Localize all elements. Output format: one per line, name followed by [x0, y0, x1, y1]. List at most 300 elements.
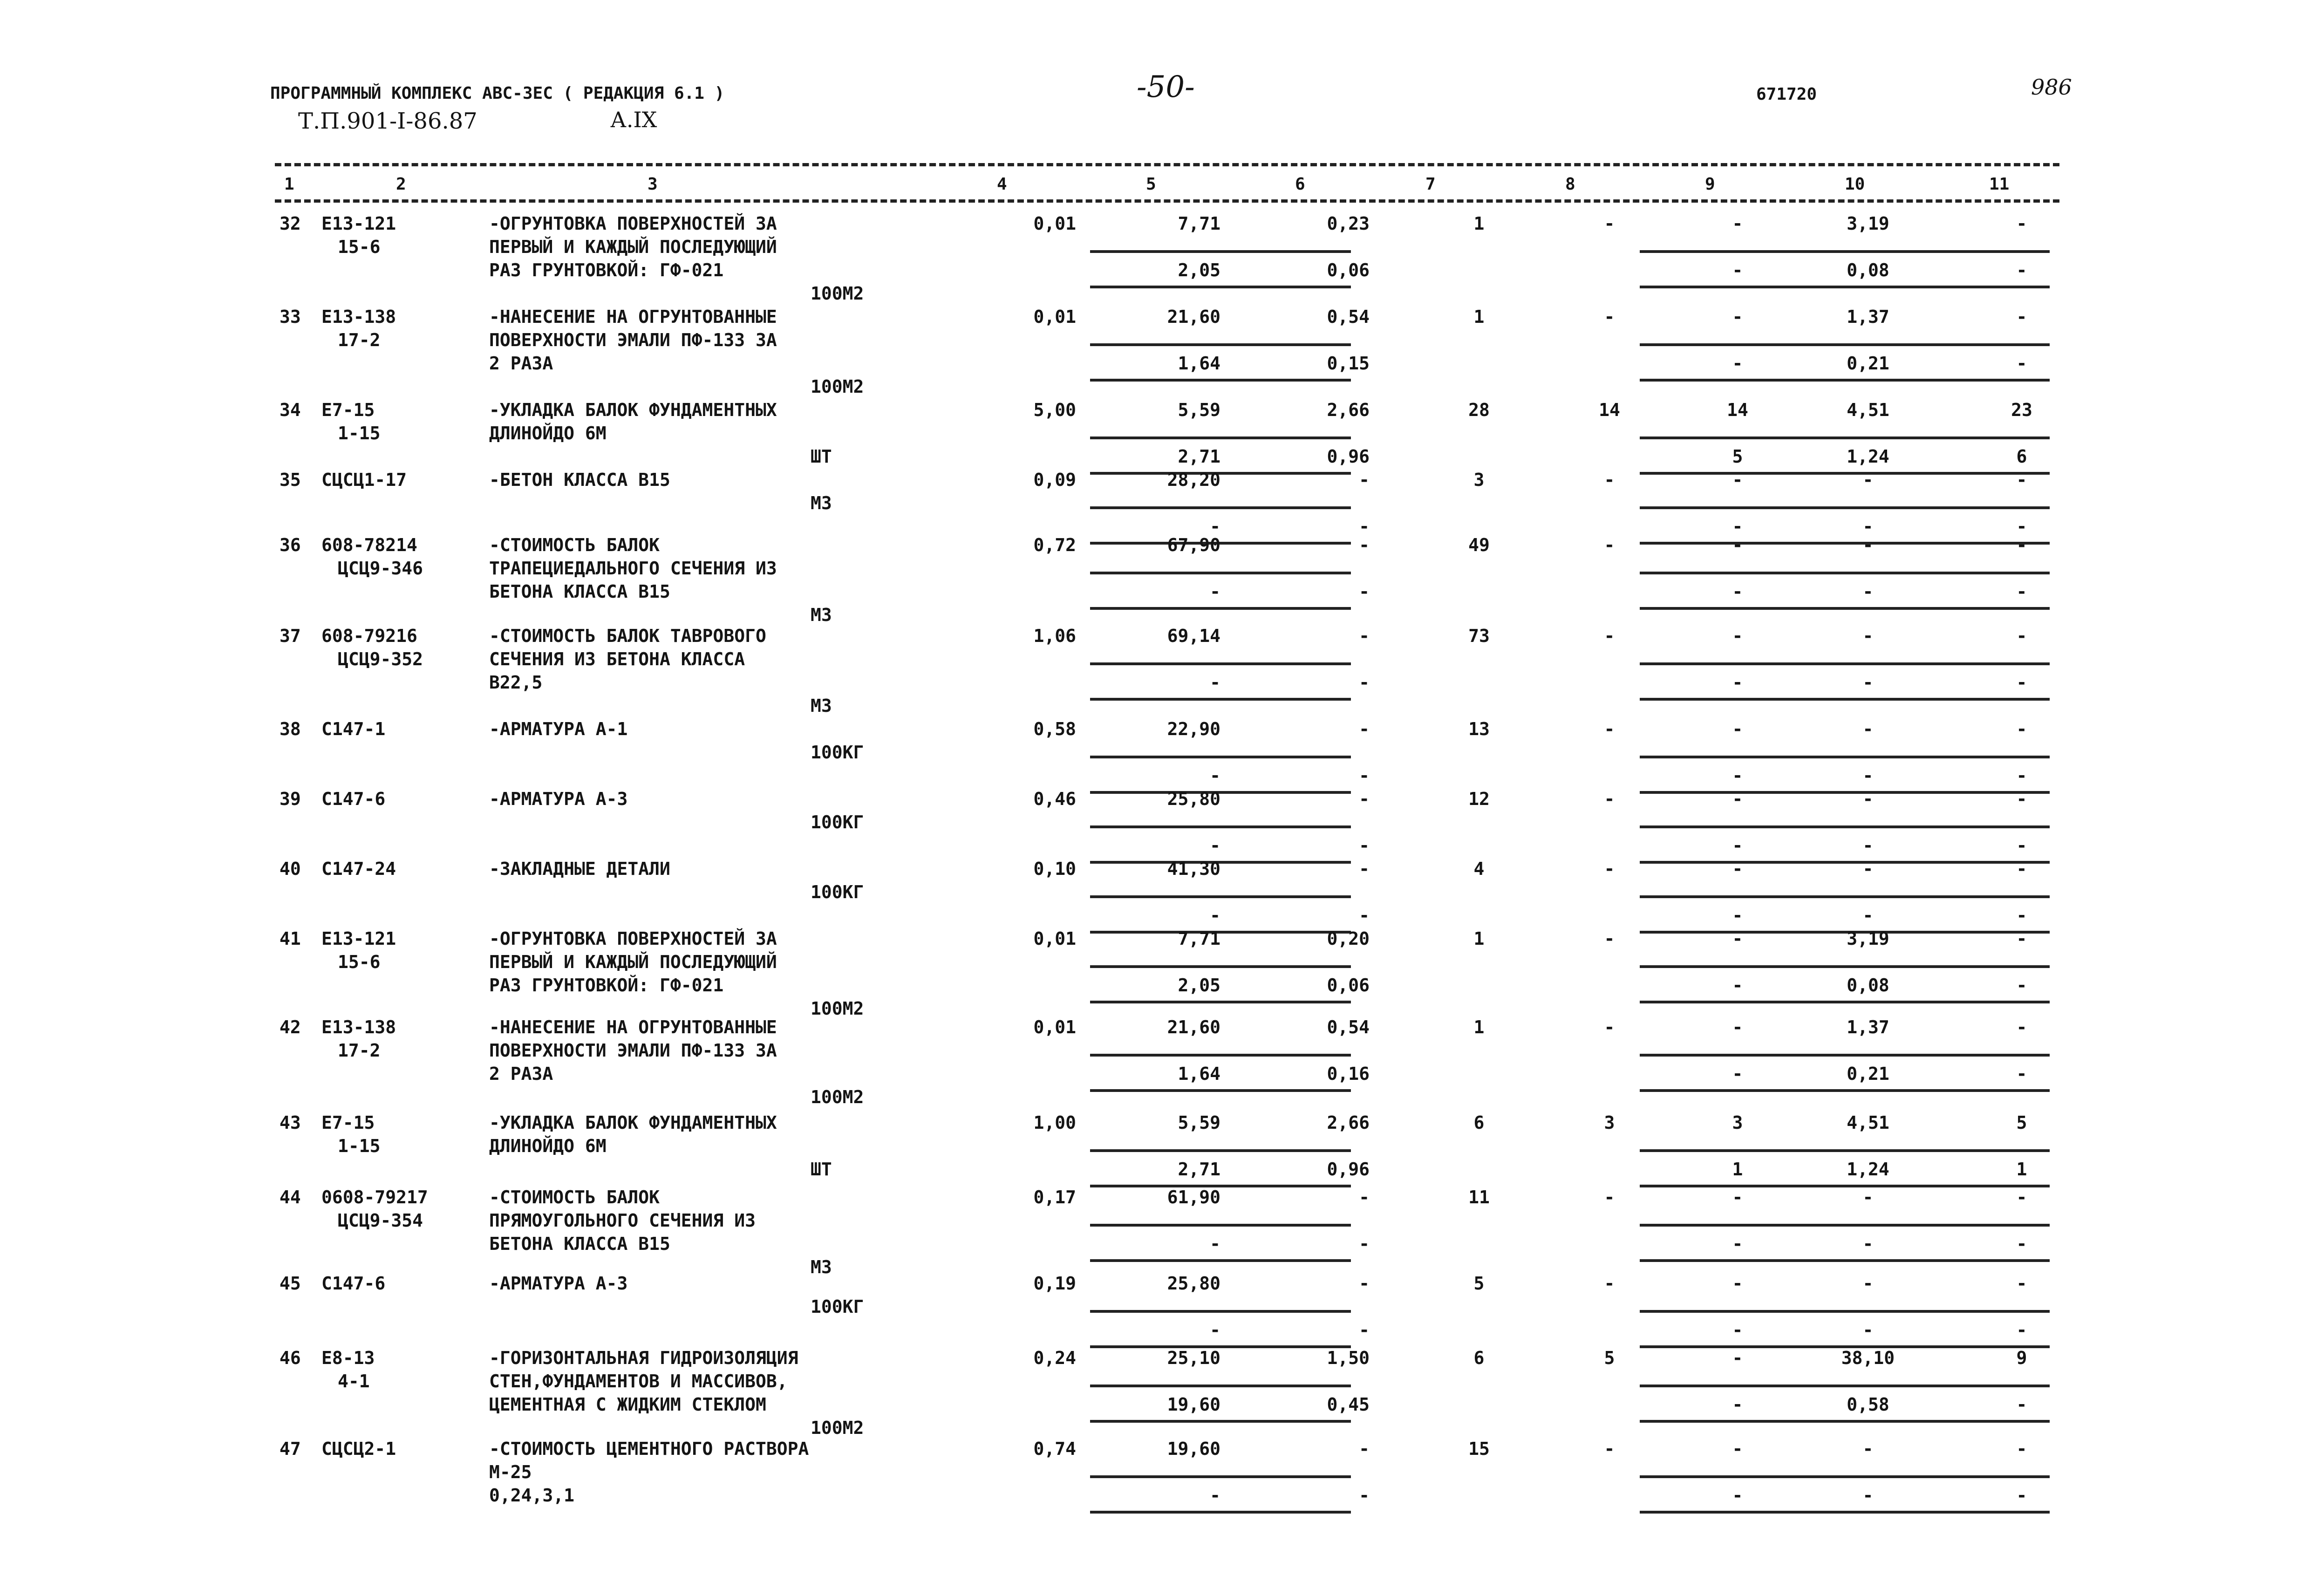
- column-7-value: 3: [1473, 470, 1485, 490]
- total-cost-wages: -: [1359, 905, 1370, 926]
- quantity-value: 0,01: [1033, 307, 1076, 327]
- unit-cost-value: 5,59: [1178, 400, 1220, 420]
- quantity-value: 0,24: [1033, 1348, 1076, 1368]
- unit-of-measure: М3: [811, 1257, 832, 1277]
- column-11-secondary: -: [2016, 260, 2027, 280]
- work-description: ЦЕМЕНТНАЯ С ЖИДКИМ СТЕКЛОМ: [489, 1394, 766, 1415]
- cell-divider-line: [1640, 379, 2050, 382]
- row-number: 46: [280, 1348, 301, 1368]
- column-8-value: -: [1604, 470, 1615, 490]
- column-11-value: -: [2016, 859, 2027, 879]
- work-description: ПРЯМОУГОЛЬНОГО СЕЧЕНИЯ ИЗ: [489, 1210, 756, 1231]
- column-10-value: 1,37: [1847, 1017, 1889, 1037]
- cell-divider-line: [1640, 698, 2050, 701]
- row-number: 33: [280, 307, 301, 327]
- cell-divider-line: [1090, 756, 1351, 758]
- cell-divider-line: [1640, 1475, 2050, 1478]
- unit-cost-wages: -: [1210, 905, 1220, 926]
- rate-code-secondary: 1-15: [338, 1136, 381, 1156]
- unit-cost-wages: 2,05: [1178, 975, 1220, 996]
- rate-code: Е8-13: [321, 1348, 375, 1368]
- column-9-value: -: [1732, 626, 1743, 646]
- unit-cost-wages: -: [1210, 765, 1220, 786]
- rate-code: 608-78214: [321, 535, 417, 555]
- column-header: 11: [1989, 175, 2010, 194]
- column-9-value: -: [1732, 928, 1743, 949]
- unit-cost-value: 25,80: [1167, 1273, 1220, 1294]
- column-9-secondary: -: [1732, 765, 1743, 786]
- total-cost-wages: 0,06: [1327, 260, 1370, 280]
- quantity-value: 0,58: [1033, 719, 1076, 739]
- work-description: -СТОИМОСТЬ БАЛОК ТАВРОВОГО: [489, 626, 766, 646]
- column-11-secondary: -: [2016, 516, 2027, 537]
- work-description: -ОГРУНТОВКА ПОВЕРХНОСТЕЙ ЗА: [489, 213, 777, 234]
- unit-cost-value: 25,10: [1167, 1348, 1220, 1368]
- column-11-secondary: -: [2016, 835, 2027, 856]
- column-10-value: 38,10: [1841, 1348, 1895, 1368]
- table-row: [0, 1016, 2311, 1109]
- unit-of-measure: 100М2: [811, 376, 864, 397]
- column-10-secondary: 0,21: [1847, 1064, 1889, 1084]
- work-description: СТЕН,ФУНДАМЕНТОВ И МАССИВОВ,: [489, 1371, 788, 1391]
- cell-divider-line: [1640, 1420, 2050, 1423]
- quantity-value: 0,01: [1033, 1017, 1076, 1037]
- column-10-secondary: -: [1862, 765, 1874, 786]
- cell-divider-line: [1090, 572, 1351, 574]
- cell-divider-line: [1090, 1511, 1351, 1514]
- column-9-secondary: -: [1732, 975, 1743, 996]
- total-cost-wages: -: [1359, 516, 1370, 537]
- work-description: 2 РАЗА: [489, 1064, 553, 1084]
- column-9-secondary: -: [1732, 1320, 1743, 1340]
- column-8-value: -: [1604, 307, 1615, 327]
- unit-cost-value: 67,90: [1167, 535, 1220, 555]
- total-cost-value: -: [1359, 789, 1370, 809]
- work-description: 0,24,3,1: [489, 1485, 575, 1506]
- rate-code: СЦСЦ2-1: [321, 1439, 396, 1459]
- column-10-value: 1,37: [1847, 307, 1889, 327]
- total-cost-value: 0,20: [1327, 928, 1370, 949]
- cell-divider-line: [1640, 756, 2050, 758]
- total-cost-wages: -: [1359, 1320, 1370, 1340]
- work-description: ПОВЕРХНОСТИ ЭМАЛИ ПФ-133 ЗА: [489, 1040, 777, 1061]
- cell-divider-line: [1090, 895, 1351, 898]
- column-9-secondary: -: [1732, 672, 1743, 693]
- cell-divider-line: [1640, 1259, 2050, 1262]
- work-description: ПОВЕРХНОСТИ ЭМАЛИ ПФ-133 ЗА: [489, 330, 777, 350]
- column-11-value: 5: [2016, 1112, 2027, 1133]
- quantity-value: 0,01: [1033, 213, 1076, 234]
- row-number: 38: [280, 719, 301, 739]
- column-8-value: -: [1604, 535, 1615, 555]
- column-11-value: -: [2016, 928, 2027, 949]
- column-9-value: -: [1732, 213, 1743, 234]
- total-cost-value: 2,66: [1327, 1112, 1370, 1133]
- column-11-value: -: [2016, 1017, 2027, 1037]
- column-11-value: -: [2016, 470, 2027, 490]
- cell-divider-line: [1090, 1475, 1351, 1478]
- rate-code: 608-79216: [321, 626, 417, 646]
- row-number: 34: [280, 400, 301, 420]
- column-11-secondary: -: [2016, 975, 2027, 996]
- work-description: -ГОРИЗОНТАЛЬНАЯ ГИДРОИЗОЛЯЦИЯ: [489, 1348, 798, 1368]
- column-11-value: 9: [2016, 1348, 2027, 1368]
- total-cost-wages: 0,15: [1327, 353, 1370, 374]
- quantity-value: 0,09: [1033, 470, 1076, 490]
- column-9-secondary: -: [1732, 581, 1743, 602]
- cell-divider-line: [1640, 1385, 2050, 1387]
- column-10-value: -: [1862, 719, 1874, 739]
- total-cost-value: 2,66: [1327, 400, 1370, 420]
- cell-divider-line: [1640, 572, 2050, 574]
- column-9-value: -: [1732, 535, 1743, 555]
- column-9-secondary: -: [1732, 1064, 1743, 1084]
- column-11-secondary: 6: [2016, 446, 2027, 467]
- column-11-value: -: [2016, 719, 2027, 739]
- work-description: -ЗАКЛАДНЫЕ ДЕТАЛИ: [489, 859, 670, 879]
- cell-divider-line: [1640, 1089, 2050, 1092]
- cell-divider-line: [1640, 1224, 2050, 1227]
- work-description: РАЗ ГРУНТОВКОЙ: ГФ-021: [489, 260, 724, 280]
- cell-divider-line: [1640, 825, 2050, 828]
- column-7-value: 1: [1473, 213, 1485, 234]
- quantity-value: 0,74: [1033, 1439, 1076, 1459]
- column-8-value: -: [1604, 928, 1615, 949]
- total-cost-value: -: [1359, 719, 1370, 739]
- unit-cost-value: 22,90: [1167, 719, 1220, 739]
- cell-divider-line: [1090, 1385, 1351, 1387]
- rate-code-secondary: ЦСЦ9-346: [338, 558, 423, 579]
- work-description: -АРМАТУРА А-3: [489, 789, 628, 809]
- column-9-secondary: -: [1732, 260, 1743, 280]
- unit-cost-value: 61,90: [1167, 1187, 1220, 1207]
- rate-code: Е13-121: [321, 928, 396, 949]
- column-11-value: -: [2016, 535, 2027, 555]
- document-code: 671720: [1756, 85, 1817, 104]
- column-9-value: -: [1732, 859, 1743, 879]
- column-9-value: 14: [1727, 400, 1748, 420]
- column-11-secondary: -: [2016, 581, 2027, 602]
- unit-of-measure: 100М2: [811, 283, 864, 304]
- row-number: 37: [280, 626, 301, 646]
- column-11-secondary: -: [2016, 1234, 2027, 1254]
- column-9-value: -: [1732, 1017, 1743, 1037]
- rate-code: С147-6: [321, 789, 386, 809]
- quantity-value: 0,10: [1033, 859, 1076, 879]
- total-cost-wages: 0,06: [1327, 975, 1370, 996]
- table-row: [0, 624, 2311, 717]
- unit-cost-value: 7,71: [1178, 928, 1220, 949]
- column-11-value: -: [2016, 1273, 2027, 1294]
- cell-divider-line: [1640, 286, 2050, 288]
- row-number: 42: [280, 1017, 301, 1037]
- cell-divider-line: [1090, 1224, 1351, 1227]
- column-10-value: -: [1862, 1439, 1874, 1459]
- work-description: ПЕРВЫЙ И КАЖДЫЙ ПОСЛЕДУЮЩИЙ: [489, 952, 777, 972]
- column-8-value: 14: [1599, 400, 1620, 420]
- table-row: [0, 1186, 2311, 1279]
- table-row: [0, 212, 2311, 305]
- unit-of-measure: ШТ: [811, 1159, 832, 1180]
- work-description: -СТОИМОСТЬ БАЛОК: [489, 535, 660, 555]
- column-9-secondary: -: [1732, 905, 1743, 926]
- work-description: -СТОИМОСТЬ БАЛОК: [489, 1187, 660, 1207]
- work-description: -НАНЕСЕНИЕ НА ОГРУНТОВАННЫЕ: [489, 1017, 777, 1037]
- column-10-secondary: -: [1862, 1320, 1874, 1340]
- rate-code: Е7-15: [321, 400, 375, 420]
- unit-cost-wages: 1,64: [1178, 353, 1220, 374]
- unit-cost-wages: -: [1210, 516, 1220, 537]
- column-10-value: 3,19: [1847, 928, 1889, 949]
- cell-divider-line: [1640, 895, 2050, 898]
- row-number: 47: [280, 1439, 301, 1459]
- rate-code: Е7-15: [321, 1112, 375, 1133]
- unit-cost-wages: 19,60: [1167, 1394, 1220, 1415]
- total-cost-value: -: [1359, 859, 1370, 879]
- unit-cost-value: 25,80: [1167, 789, 1220, 809]
- unit-cost-value: 21,60: [1167, 1017, 1220, 1037]
- column-10-secondary: 1,24: [1847, 446, 1889, 467]
- column-header: 10: [1845, 175, 1865, 194]
- column-7-value: 28: [1468, 400, 1490, 420]
- cell-divider-line: [1090, 698, 1351, 701]
- cell-divider-line: [1640, 1149, 2050, 1152]
- column-7-value: 4: [1473, 859, 1485, 879]
- rate-code: Е13-121: [321, 213, 396, 234]
- total-cost-wages: -: [1359, 1485, 1370, 1506]
- quantity-value: 0,19: [1033, 1273, 1076, 1294]
- column-8-value: 3: [1604, 1112, 1615, 1133]
- total-cost-wages: 0,16: [1327, 1064, 1370, 1084]
- column-10-secondary: -: [1862, 581, 1874, 602]
- column-11-secondary: -: [2016, 1064, 2027, 1084]
- column-10-value: 4,51: [1847, 1112, 1889, 1133]
- column-10-value: -: [1862, 470, 1874, 490]
- column-11-secondary: -: [2016, 672, 2027, 693]
- page-number: -50-: [1137, 70, 1195, 104]
- unit-of-measure: 100М2: [811, 1087, 864, 1107]
- column-header: 5: [1146, 175, 1156, 194]
- rate-code-secondary: 17-2: [338, 1040, 381, 1061]
- column-10-value: -: [1862, 535, 1874, 555]
- column-header: 1: [284, 175, 294, 194]
- column-11-value: -: [2016, 1439, 2027, 1459]
- unit-cost-value: 19,60: [1167, 1439, 1220, 1459]
- cell-divider-line: [1090, 437, 1351, 439]
- column-7-value: 12: [1468, 789, 1490, 809]
- total-cost-wages: -: [1359, 581, 1370, 602]
- cell-divider-line: [1640, 607, 2050, 610]
- unit-cost-wages: -: [1210, 672, 1220, 693]
- unit-cost-wages: 2,05: [1178, 260, 1220, 280]
- rate-code: С147-1: [321, 719, 386, 739]
- column-10-value: -: [1862, 859, 1874, 879]
- column-10-value: -: [1862, 1273, 1874, 1294]
- work-description: БЕТОНА КЛАССА В15: [489, 1234, 670, 1254]
- column-10-secondary: -: [1862, 1485, 1874, 1506]
- unit-cost-wages: -: [1210, 1485, 1220, 1506]
- column-9-secondary: -: [1732, 353, 1743, 374]
- cell-divider-line: [1090, 662, 1351, 665]
- total-cost-value: 1,50: [1327, 1348, 1370, 1368]
- column-header: 3: [648, 175, 658, 194]
- column-8-value: -: [1604, 1273, 1615, 1294]
- cell-divider-line: [1090, 607, 1351, 610]
- column-8-value: -: [1604, 1017, 1615, 1037]
- work-description: РАЗ ГРУНТОВКОЙ: ГФ-021: [489, 975, 724, 996]
- total-cost-value: -: [1359, 1187, 1370, 1207]
- quantity-value: 1,00: [1033, 1112, 1076, 1133]
- column-9-value: -: [1732, 789, 1743, 809]
- rate-code-secondary: 1-15: [338, 423, 381, 443]
- column-8-value: -: [1604, 1439, 1615, 1459]
- work-description: ДЛИНОЙДО 6М: [489, 1136, 607, 1156]
- cell-divider-line: [1090, 965, 1351, 968]
- total-cost-wages: -: [1359, 765, 1370, 786]
- column-8-value: -: [1604, 1187, 1615, 1207]
- cell-divider-line: [1090, 1310, 1351, 1313]
- table-row: [0, 305, 2311, 398]
- unit-of-measure: М3: [811, 605, 832, 625]
- unit-cost-wages: 1,64: [1178, 1064, 1220, 1084]
- table-row: [0, 533, 2311, 627]
- work-description: -НАНЕСЕНИЕ НА ОГРУНТОВАННЫЕ: [489, 307, 777, 327]
- column-9-secondary: 1: [1732, 1159, 1743, 1180]
- unit-cost-value: 28,20: [1167, 470, 1220, 490]
- cell-divider-line: [1640, 1310, 2050, 1313]
- column-header: 6: [1295, 175, 1305, 194]
- rate-code: С147-24: [321, 859, 396, 879]
- work-description: -ОГРУНТОВКА ПОВЕРХНОСТЕЙ ЗА: [489, 928, 777, 949]
- cell-divider-line: [1090, 1089, 1351, 1092]
- total-cost-wages: 0,96: [1327, 446, 1370, 467]
- column-9-secondary: -: [1732, 1485, 1743, 1506]
- cell-divider-line: [1090, 379, 1351, 382]
- column-10-secondary: 0,58: [1847, 1394, 1889, 1415]
- column-10-secondary: -: [1862, 905, 1874, 926]
- work-description: -СТОИМОСТЬ ЦЕМЕНТНОГО РАСТВОРА: [489, 1439, 809, 1459]
- cell-divider-line: [1640, 437, 2050, 439]
- column-10-value: -: [1862, 1187, 1874, 1207]
- total-cost-value: 0,54: [1327, 1017, 1370, 1037]
- cell-divider-line: [1640, 343, 2050, 346]
- rate-code-secondary: 17-2: [338, 330, 381, 350]
- row-number: 41: [280, 928, 301, 949]
- work-description: -БЕТОН КЛАССА В15: [489, 470, 670, 490]
- cell-divider-line: [1090, 825, 1351, 828]
- column-11-value: -: [2016, 1187, 2027, 1207]
- unit-of-measure: 100КГ: [811, 1296, 864, 1317]
- column-10-secondary: -: [1862, 672, 1874, 693]
- column-7-value: 13: [1468, 719, 1490, 739]
- column-9-secondary: -: [1732, 1234, 1743, 1254]
- column-10-secondary: 1,24: [1847, 1159, 1889, 1180]
- work-description: -УКЛАДКА БАЛОК ФУНДАМЕНТНЫХ: [489, 400, 777, 420]
- work-description: М-25: [489, 1462, 532, 1482]
- column-7-value: 1: [1473, 1017, 1485, 1037]
- unit-cost-wages: -: [1210, 581, 1220, 602]
- row-number: 35: [280, 470, 301, 490]
- column-9-value: -: [1732, 470, 1743, 490]
- cell-divider-line: [1090, 506, 1351, 509]
- rate-code-secondary: 15-6: [338, 952, 381, 972]
- work-description: -АРМАТУРА А-1: [489, 719, 628, 739]
- cell-divider-line: [1640, 1001, 2050, 1003]
- unit-cost-value: 5,59: [1178, 1112, 1220, 1133]
- unit-cost-wages: 2,71: [1178, 1159, 1220, 1180]
- total-cost-wages: -: [1359, 672, 1370, 693]
- quantity-value: 0,46: [1033, 789, 1076, 809]
- cell-divider-line: [1090, 250, 1351, 253]
- unit-cost-wages: -: [1210, 835, 1220, 856]
- unit-of-measure: ШТ: [811, 446, 832, 467]
- column-9-secondary: -: [1732, 835, 1743, 856]
- column-9-value: -: [1732, 1439, 1743, 1459]
- column-8-value: -: [1604, 859, 1615, 879]
- column-header: 7: [1425, 175, 1436, 194]
- column-10-secondary: -: [1862, 516, 1874, 537]
- column-7-value: 6: [1473, 1112, 1485, 1133]
- unit-cost-value: 7,71: [1178, 213, 1220, 234]
- column-7-value: 11: [1468, 1187, 1490, 1207]
- unit-cost-wages: -: [1210, 1320, 1220, 1340]
- project-number: Т.П.901-I-86.87: [298, 108, 477, 134]
- column-header: 2: [396, 175, 406, 194]
- total-cost-value: -: [1359, 1273, 1370, 1294]
- column-9-secondary: 5: [1732, 446, 1743, 467]
- column-11-value: -: [2016, 307, 2027, 327]
- cell-divider-line: [1090, 1420, 1351, 1423]
- row-number: 40: [280, 859, 301, 879]
- cell-divider-line: [1640, 1054, 2050, 1057]
- corner-mark: 986: [2031, 75, 2072, 100]
- total-cost-wages: 0,96: [1327, 1159, 1370, 1180]
- unit-of-measure: 100М2: [811, 1418, 864, 1438]
- total-cost-value: -: [1359, 1439, 1370, 1459]
- row-number: 39: [280, 789, 301, 809]
- quantity-value: 0,72: [1033, 535, 1076, 555]
- work-description: ПЕРВЫЙ И КАЖДЫЙ ПОСЛЕДУЮЩИЙ: [489, 237, 777, 257]
- column-header: 9: [1705, 175, 1715, 194]
- column-8-value: -: [1604, 789, 1615, 809]
- unit-of-measure: 100КГ: [811, 812, 864, 832]
- unit-of-measure: 100КГ: [811, 882, 864, 902]
- work-description: 2 РАЗА: [489, 353, 553, 374]
- work-description: ТРАПЕЦИЕДАЛЬНОГО СЕЧЕНИЯ ИЗ: [489, 558, 777, 579]
- unit-of-measure: М3: [811, 493, 832, 513]
- column-7-value: 6: [1473, 1348, 1485, 1368]
- quantity-value: 0,01: [1033, 928, 1076, 949]
- work-description: В22,5: [489, 672, 543, 693]
- row-number: 36: [280, 535, 301, 555]
- album-label: А.IX: [610, 107, 657, 132]
- column-10-value: 3,19: [1847, 213, 1889, 234]
- cell-divider-line: [1090, 343, 1351, 346]
- total-cost-wages: -: [1359, 835, 1370, 856]
- unit-cost-wages: -: [1210, 1234, 1220, 1254]
- quantity-value: 1,06: [1033, 626, 1076, 646]
- cell-divider-line: [1090, 1001, 1351, 1003]
- work-description: -УКЛАДКА БАЛОК ФУНДАМЕНТНЫХ: [489, 1112, 777, 1133]
- column-7-value: 1: [1473, 307, 1485, 327]
- column-10-value: 4,51: [1847, 400, 1889, 420]
- rate-code: Е13-138: [321, 307, 396, 327]
- column-11-value: 23: [2011, 400, 2032, 420]
- unit-cost-value: 69,14: [1167, 626, 1220, 646]
- rate-code: С147-6: [321, 1273, 386, 1294]
- total-cost-value: -: [1359, 535, 1370, 555]
- column-10-secondary: 0,21: [1847, 353, 1889, 374]
